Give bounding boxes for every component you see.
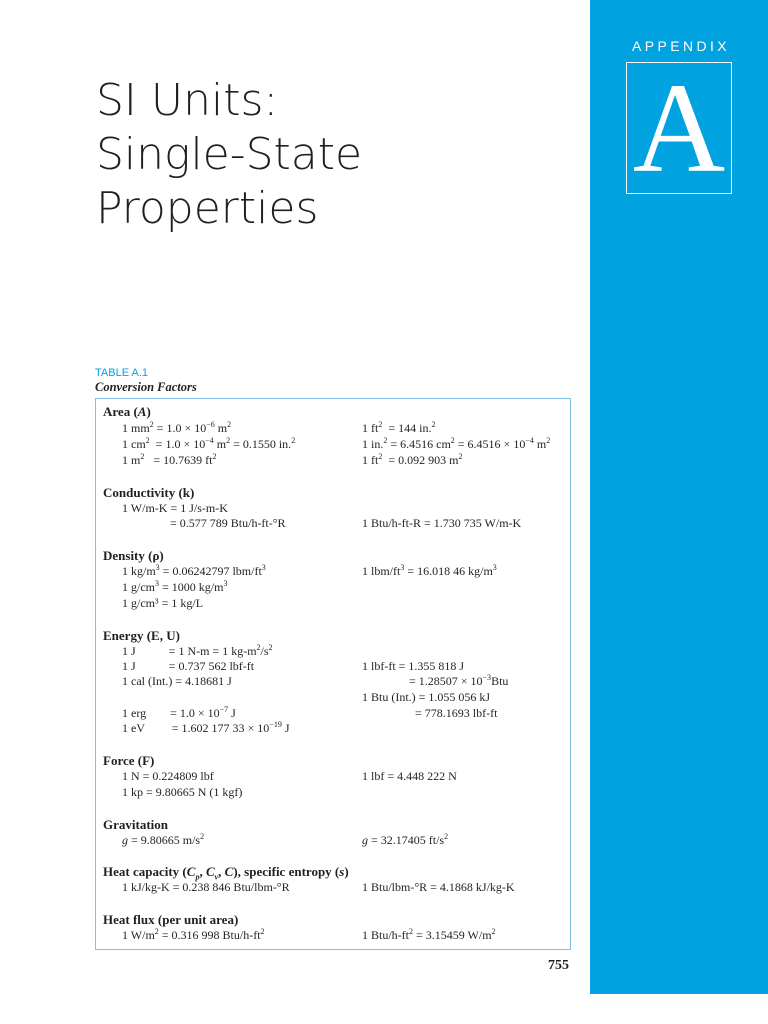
conversion-line: 1 $W/m^2 = 0.316$ 998 Btu/$h-ft^2$ [122,927,265,942]
conversion-line: 1 $ft^2 = 0.092$ 903 $m^2$ [362,452,463,467]
conversion-line: 1 $m^2 = 10.7639$ $ft^2$ [122,452,217,467]
conversion-line: 1 cal (Int.) = 4.18681 J [122,674,232,688]
section-heading-energy: Energy (E, U) [103,628,180,643]
conversion-line: 1 Btu/lbm-°R = 4.1868 kJ/kg-K [362,880,515,894]
section-heading-heat-capacity: Heat capacity ($C_p$, $C_v$, C), specific entropy (s) [103,864,349,882]
page-title [96,74,576,236]
conversion-line: 1 lbf = 4.448 222 N [362,769,457,783]
conversion-line: 1 $ft^2 = 144$ in.$^2$ [362,420,436,435]
appendix-label: APPENDIX [632,38,730,54]
conversion-line: 1 eV = 1.602 177 $33 \times 10^{-19}$ J [122,720,290,735]
conversion-line: g = 32.17405 $ft/s^2$ [362,832,449,847]
conversion-line: 1 lbm/$ft^3 = 16.018$ 46 $kg/m^3$ [362,563,497,578]
appendix-letter: A [632,57,726,199]
conversion-line: 1 $g/cm^3 = 1000$ $kg/m^3$ [122,579,228,594]
conversion-line: 1 erg = $1.0 \times 10^{-7}$ J [122,705,236,720]
conversion-line: 1 Btu/$h-ft^2 = 3.15459$ $W/m^2$ [362,927,496,942]
conversion-line: 1 lbf-ft = 1.355 818 J [362,659,465,673]
conversion-line: 1 Btu/h-ft-R = 1.730 735 W/m-K [362,516,522,530]
conversion-line: = 778.1693 lbf-ft [415,706,498,720]
conversion-line: g = 9.80665 $m/s^2$ [122,832,205,847]
conversion-line: 1 in.$^2$ = 6.4516 $cm^2 = 6.4516 \times 10^{-4}$ $m^2$ [362,436,551,451]
section-heading-heat-flux: Heat flux (per unit area) [103,912,239,927]
page-number: 755 [548,958,569,973]
conversion-line: 1 W/m-K = 1 J/s-m-K [122,501,228,515]
section-heading-conductivity: Conductivity (k) [103,485,195,500]
conversion-line: 1 $mm^2 = 1.0 \times 10^{-6}$ $m^2$ [122,420,232,435]
conversion-line: 1 J = 1 N-m = 1 $kg-m^2/s^2$ [122,643,273,658]
conversion-line: 1 Btu (Int.) = 1.055 056 kJ [362,690,491,704]
conversion-line: = $1.28507 \times 10^{-3}Btu$ [409,673,509,688]
section-heading-density: Density (ρ) [103,548,164,563]
section-heading-gravitation: Gravitation [103,817,168,832]
conversion-line: = 0.577 789 Btu/h-ft-°R [170,516,286,530]
table-caption: Conversion Factors [95,380,197,394]
conversion-line: 1 kJ/kg-K = 0.238 846 Btu/lbm-°R [122,880,290,894]
title-line: Single-State [96,129,363,180]
section-heading-force: Force (F) [103,753,155,768]
conversion-line: 1 N = 0.224809 lbf [122,769,214,783]
conversion-line: 1 g/cm³ = 1 kg/L [122,596,204,610]
title-line: Properties [96,183,319,234]
conversion-line: 1 J = 0.737 562 lbf-ft [122,659,255,673]
conversion-line: 1 $kg/m^3 = 0.06242797$ lbm/$ft^3$ [122,563,266,578]
conversion-line: 1 kp = 9.80665 N (1 kgf) [122,785,243,799]
conversion-line: 1 $cm^2 = 1.0 \times 10^{-4}$ $m^2 = 0.1550$ in.$^2$ [122,436,296,451]
section-heading-area: Area (A) [103,404,151,419]
title-line: SI Units: [96,75,279,126]
table-number: TABLE A.1 [95,367,148,379]
